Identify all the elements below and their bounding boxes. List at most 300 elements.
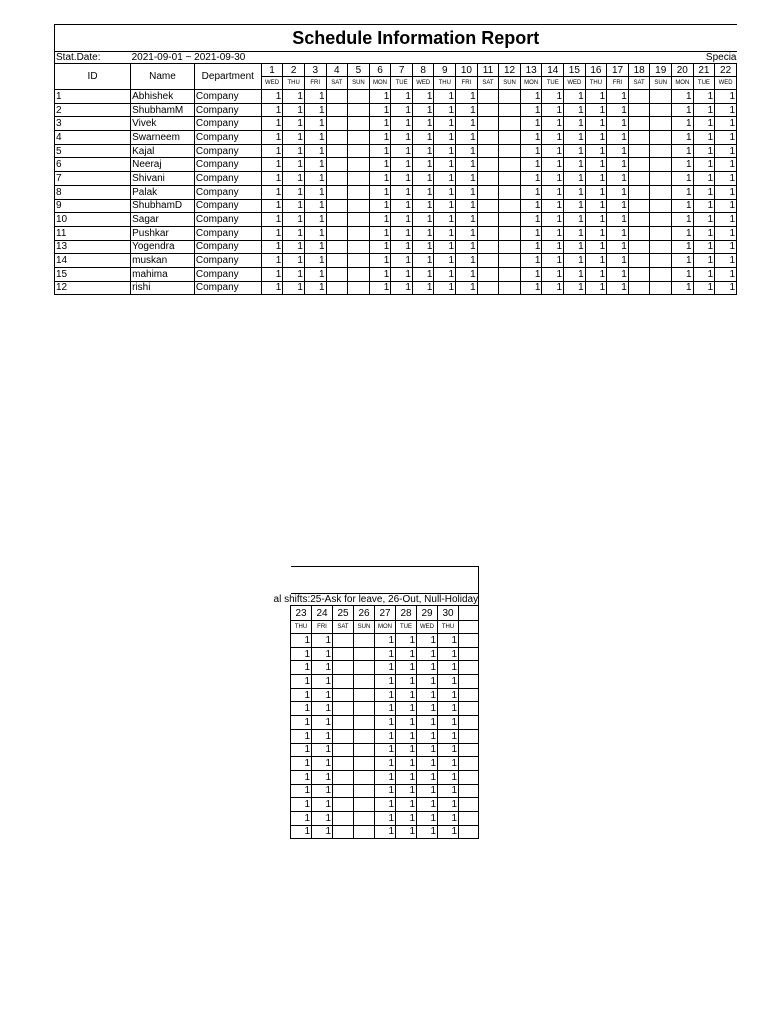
employee-name: rishi (131, 281, 195, 295)
shift-cell: 1 (369, 144, 391, 158)
shift-cell: 1 (375, 634, 396, 648)
shift-cell (477, 131, 499, 145)
shift-cell: 1 (369, 199, 391, 213)
shift-cell (354, 784, 375, 798)
shift-cell (348, 281, 370, 295)
shift-cell: 1 (607, 90, 629, 104)
day-number-header: 12 (499, 64, 521, 77)
shift-cell: 1 (456, 90, 478, 104)
shift-cell (650, 213, 672, 227)
employee-id: 4 (55, 131, 131, 145)
shift-cell (326, 172, 348, 186)
employee-department: Company (194, 226, 261, 240)
shift-cell: 1 (585, 103, 607, 117)
shift-cell: 1 (412, 103, 434, 117)
shift-cell: 1 (585, 144, 607, 158)
shift-cell (499, 267, 521, 281)
shift-cell: 1 (564, 90, 586, 104)
table-row (55, 199, 737, 213)
shift-cell: 1 (375, 661, 396, 675)
schedule-table-part-1 (54, 24, 737, 295)
table-row (55, 131, 737, 145)
shift-cell: 1 (520, 213, 542, 227)
shift-cell (499, 144, 521, 158)
shift-cell: 1 (417, 743, 438, 757)
shift-cell: 1 (693, 144, 715, 158)
shift-cell: 1 (369, 131, 391, 145)
shift-cell: 1 (369, 281, 391, 295)
employee-id: 14 (55, 254, 131, 268)
shift-cell: 1 (375, 716, 396, 730)
day-number-header: 21 (693, 64, 715, 77)
employee-id: 3 (55, 117, 131, 131)
table-row (55, 144, 737, 158)
shift-cell (499, 158, 521, 172)
day-number-header: 13 (520, 64, 542, 77)
shift-cell: 1 (672, 240, 694, 254)
table-row (291, 661, 479, 675)
shift-cell: 1 (417, 729, 438, 743)
shift-cell (628, 158, 650, 172)
shift-cell: 1 (434, 267, 456, 281)
shift-cell (650, 117, 672, 131)
employee-id: 13 (55, 240, 131, 254)
weekday-header: SAT (628, 77, 650, 90)
employee-id: 11 (55, 226, 131, 240)
shift-cell (477, 213, 499, 227)
weekday-header: TUE (396, 621, 417, 634)
shift-cell: 1 (542, 226, 564, 240)
shift-cell: 1 (520, 158, 542, 172)
shift-cell: 1 (417, 688, 438, 702)
shift-cell (354, 716, 375, 730)
shift-cell: 1 (283, 144, 305, 158)
shift-cell: 1 (369, 172, 391, 186)
shift-cell: 1 (375, 675, 396, 689)
shift-cell (650, 144, 672, 158)
shift-cell (499, 172, 521, 186)
shift-cell: 1 (564, 213, 586, 227)
shift-cell: 1 (672, 172, 694, 186)
shift-cell: 1 (375, 770, 396, 784)
shift-cell (354, 757, 375, 771)
weekday-header: WED (417, 621, 438, 634)
shift-cell: 1 (520, 117, 542, 131)
shift-cell: 1 (283, 199, 305, 213)
shift-cell: 1 (304, 90, 326, 104)
employee-department: Company (194, 131, 261, 145)
employee-id: 7 (55, 172, 131, 186)
shift-cell (333, 702, 354, 716)
shift-cell: 1 (304, 103, 326, 117)
shift-cell (348, 213, 370, 227)
shift-cell: 1 (542, 199, 564, 213)
shift-cell (333, 688, 354, 702)
employee-name: Kajal (131, 144, 195, 158)
shift-cell (326, 199, 348, 213)
shift-cell: 1 (283, 240, 305, 254)
shift-cell (348, 172, 370, 186)
shift-cell: 1 (542, 172, 564, 186)
weekday-header: MON (369, 77, 391, 90)
shift-cell: 1 (291, 661, 312, 675)
weekday-header: FRI (607, 77, 629, 90)
shift-cell: 1 (693, 172, 715, 186)
weekday-header: TUE (391, 77, 413, 90)
shift-cell (650, 254, 672, 268)
shift-cell (354, 702, 375, 716)
shift-cell: 1 (520, 281, 542, 295)
shift-cell: 1 (542, 254, 564, 268)
employee-department: Company (194, 267, 261, 281)
shift-cell (650, 131, 672, 145)
shift-cell (628, 172, 650, 186)
weekday-header: THU (585, 77, 607, 90)
shift-cell (333, 757, 354, 771)
shift-cell: 1 (438, 634, 459, 648)
shift-cell: 1 (283, 254, 305, 268)
shift-cell (650, 226, 672, 240)
day-number-header: 23 (291, 606, 312, 621)
shift-cell: 1 (693, 213, 715, 227)
shift-cell (477, 240, 499, 254)
shift-cell (499, 90, 521, 104)
shift-cell (477, 158, 499, 172)
table-row (55, 254, 737, 268)
shift-cell (477, 117, 499, 131)
employee-department: Company (194, 281, 261, 295)
shift-cell (348, 131, 370, 145)
employee-name: Neeraj (131, 158, 195, 172)
shift-cell: 1 (693, 199, 715, 213)
shift-cell (499, 226, 521, 240)
employee-department: Company (194, 172, 261, 186)
shift-cell: 1 (672, 131, 694, 145)
shift-cell (650, 199, 672, 213)
shift-cell: 1 (417, 675, 438, 689)
shift-cell: 1 (304, 281, 326, 295)
table-row (291, 743, 479, 757)
shift-cell: 1 (542, 90, 564, 104)
shift-cell (354, 811, 375, 825)
shift-cell: 1 (585, 158, 607, 172)
shift-cell: 1 (369, 117, 391, 131)
shift-cell: 1 (283, 185, 305, 199)
shift-cell (354, 729, 375, 743)
shift-cell (326, 158, 348, 172)
shift-cell: 1 (396, 784, 417, 798)
shift-cell: 1 (261, 254, 283, 268)
day-number-header: 16 (585, 64, 607, 77)
day-number-header: 20 (672, 64, 694, 77)
weekday-header: WED (564, 77, 586, 90)
shift-cell: 1 (283, 267, 305, 281)
shift-cell: 1 (672, 103, 694, 117)
shift-cell (348, 90, 370, 104)
shift-cell: 1 (369, 213, 391, 227)
shift-cell: 1 (312, 825, 333, 839)
shift-cell: 1 (396, 811, 417, 825)
shift-cell: 1 (391, 90, 413, 104)
shift-cell: 1 (312, 702, 333, 716)
shift-cell: 1 (412, 131, 434, 145)
employee-department: Company (194, 144, 261, 158)
weekday-header: MON (520, 77, 542, 90)
day-number-header: 11 (477, 64, 499, 77)
shift-cell (628, 240, 650, 254)
shift-cell: 1 (672, 226, 694, 240)
shift-cell: 1 (564, 199, 586, 213)
shift-cell: 1 (304, 185, 326, 199)
shift-cell: 1 (520, 240, 542, 254)
employee-id: 5 (55, 144, 131, 158)
shift-cell: 1 (564, 144, 586, 158)
day-number-header: 5 (348, 64, 370, 77)
shift-cell: 1 (672, 281, 694, 295)
shift-cell (354, 688, 375, 702)
shift-cell: 1 (375, 784, 396, 798)
shift-cell (650, 158, 672, 172)
shift-cell (354, 743, 375, 757)
shift-cell: 1 (542, 213, 564, 227)
weekday-header: SUN (499, 77, 521, 90)
shift-cell: 1 (672, 117, 694, 131)
shift-cell: 1 (283, 213, 305, 227)
shift-cell: 1 (283, 117, 305, 131)
shift-cell: 1 (412, 144, 434, 158)
shift-cell: 1 (520, 267, 542, 281)
shift-cell: 1 (456, 144, 478, 158)
shift-cell (348, 158, 370, 172)
shift-cell: 1 (304, 254, 326, 268)
weekday-header: WED (261, 77, 283, 90)
shift-cell: 1 (456, 240, 478, 254)
shift-cell: 1 (715, 267, 737, 281)
shift-cell: 1 (412, 267, 434, 281)
employee-name: Vivek (131, 117, 195, 131)
day-number-header: 3 (304, 64, 326, 77)
shift-cell: 1 (672, 185, 694, 199)
shift-cell: 1 (456, 158, 478, 172)
shift-cell: 1 (607, 117, 629, 131)
shift-cell: 1 (396, 647, 417, 661)
shift-cell: 1 (417, 770, 438, 784)
shift-cell: 1 (391, 103, 413, 117)
shift-cell: 1 (585, 172, 607, 186)
employee-department: Company (194, 213, 261, 227)
shift-cell: 1 (564, 226, 586, 240)
shift-cell: 1 (412, 240, 434, 254)
weekday-header: SAT (333, 621, 354, 634)
day-number-header: 2 (283, 64, 305, 77)
shift-cell: 1 (693, 117, 715, 131)
shift-cell: 1 (693, 267, 715, 281)
table-row (55, 267, 737, 281)
employee-name: mahima (131, 267, 195, 281)
shift-cell: 1 (369, 185, 391, 199)
shift-cell (333, 770, 354, 784)
shift-cell: 1 (607, 103, 629, 117)
shift-cell: 1 (412, 199, 434, 213)
employee-id: 15 (55, 267, 131, 281)
shift-cell: 1 (693, 240, 715, 254)
shift-cell: 1 (375, 647, 396, 661)
shift-cell (628, 144, 650, 158)
shift-cell: 1 (693, 281, 715, 295)
shift-cell: 1 (585, 185, 607, 199)
shift-cell: 1 (261, 158, 283, 172)
shift-cell: 1 (585, 213, 607, 227)
shift-cell: 1 (375, 688, 396, 702)
shift-cell (499, 185, 521, 199)
shift-cell: 1 (438, 784, 459, 798)
shift-cell: 1 (715, 240, 737, 254)
shift-cell: 1 (693, 103, 715, 117)
shift-cell: 1 (672, 213, 694, 227)
shift-cell (499, 131, 521, 145)
shift-cell: 1 (312, 634, 333, 648)
shift-cell: 1 (672, 254, 694, 268)
shift-cell: 1 (412, 90, 434, 104)
table-row (291, 811, 479, 825)
shift-cell: 1 (585, 226, 607, 240)
shift-cell (326, 213, 348, 227)
table-row (55, 240, 737, 254)
shift-cell: 1 (607, 226, 629, 240)
weekday-header: TUE (693, 77, 715, 90)
shift-cell (499, 103, 521, 117)
employee-department: Company (194, 185, 261, 199)
shift-cell (477, 103, 499, 117)
shift-cell (650, 240, 672, 254)
weekday-header: FRI (456, 77, 478, 90)
shift-cell: 1 (434, 172, 456, 186)
shift-cell: 1 (542, 267, 564, 281)
day-number-header: 29 (417, 606, 438, 621)
shift-cell: 1 (715, 199, 737, 213)
shift-cell: 1 (693, 226, 715, 240)
weekday-header: SUN (348, 77, 370, 90)
shift-cell: 1 (417, 784, 438, 798)
shift-cell: 1 (438, 675, 459, 689)
day-number-header: 24 (312, 606, 333, 621)
shift-cell (650, 172, 672, 186)
weekday-header: SAT (477, 77, 499, 90)
shift-cell: 1 (417, 757, 438, 771)
weekday-header: SUN (354, 621, 375, 634)
weekday-header: FRI (304, 77, 326, 90)
shift-cell: 1 (585, 281, 607, 295)
employee-id: 6 (55, 158, 131, 172)
weekday-header: THU (283, 77, 305, 90)
employee-name: ShubhamD (131, 199, 195, 213)
shift-cell: 1 (312, 647, 333, 661)
shift-cell: 1 (396, 716, 417, 730)
shift-cell (348, 254, 370, 268)
table-row (291, 716, 479, 730)
shift-cell: 1 (693, 131, 715, 145)
shift-cell: 1 (456, 172, 478, 186)
shift-cell: 1 (520, 131, 542, 145)
column-header-department: Department (194, 64, 261, 90)
shift-cell: 1 (434, 254, 456, 268)
shift-cell: 1 (412, 185, 434, 199)
day-number-header: 8 (412, 64, 434, 77)
shift-cell (333, 743, 354, 757)
shift-cell: 1 (391, 213, 413, 227)
shift-cell: 1 (412, 254, 434, 268)
shift-cell: 1 (564, 158, 586, 172)
shift-cell: 1 (396, 798, 417, 812)
special-shifts-note: Specia (705, 52, 737, 63)
employee-id: 2 (55, 103, 131, 117)
day-number-header: 9 (434, 64, 456, 77)
shift-cell: 1 (391, 226, 413, 240)
report-title-continued (291, 567, 479, 594)
day-number-header: 1 (261, 64, 283, 77)
shift-cell: 1 (304, 158, 326, 172)
weekday-header: THU (291, 621, 312, 634)
shift-cell: 1 (396, 702, 417, 716)
shift-cell: 1 (520, 254, 542, 268)
shift-cell: 1 (304, 144, 326, 158)
weekday-header: FRI (312, 621, 333, 634)
shift-cell: 1 (434, 213, 456, 227)
shift-cell: 1 (438, 811, 459, 825)
shift-cell: 1 (391, 185, 413, 199)
shift-cell: 1 (375, 702, 396, 716)
shift-cell: 1 (291, 825, 312, 839)
table-row (291, 702, 479, 716)
shift-cell (354, 661, 375, 675)
shift-cell: 1 (542, 158, 564, 172)
shift-cell: 1 (438, 647, 459, 661)
shift-cell: 1 (417, 647, 438, 661)
shift-cell: 1 (396, 757, 417, 771)
day-number-header: 6 (369, 64, 391, 77)
shift-cell: 1 (396, 661, 417, 675)
employee-name: Pushkar (131, 226, 195, 240)
shift-cell: 1 (283, 172, 305, 186)
shift-cell (628, 103, 650, 117)
day-number-header: 19 (650, 64, 672, 77)
shift-cell (354, 675, 375, 689)
shift-cell: 1 (283, 90, 305, 104)
shift-cell: 1 (564, 254, 586, 268)
shift-cell: 1 (291, 634, 312, 648)
shift-cell: 1 (456, 281, 478, 295)
shift-cell: 1 (417, 798, 438, 812)
table-row (55, 158, 737, 172)
shift-cell (499, 281, 521, 295)
shift-cell (628, 213, 650, 227)
shift-cell: 1 (607, 172, 629, 186)
shift-cell: 1 (261, 103, 283, 117)
shift-cell: 1 (542, 185, 564, 199)
shift-cell: 1 (607, 158, 629, 172)
shift-cell (477, 281, 499, 295)
shift-cell: 1 (291, 770, 312, 784)
stat-date-value: 2021-09-01 ~ 2021-09-30 (131, 52, 246, 63)
shift-cell: 1 (312, 743, 333, 757)
shift-cell: 1 (391, 158, 413, 172)
shift-cell: 1 (434, 144, 456, 158)
shift-cell: 1 (304, 172, 326, 186)
shift-cell: 1 (715, 158, 737, 172)
shift-cell: 1 (585, 240, 607, 254)
employee-name: Sagar (131, 213, 195, 227)
shift-cell: 1 (564, 281, 586, 295)
